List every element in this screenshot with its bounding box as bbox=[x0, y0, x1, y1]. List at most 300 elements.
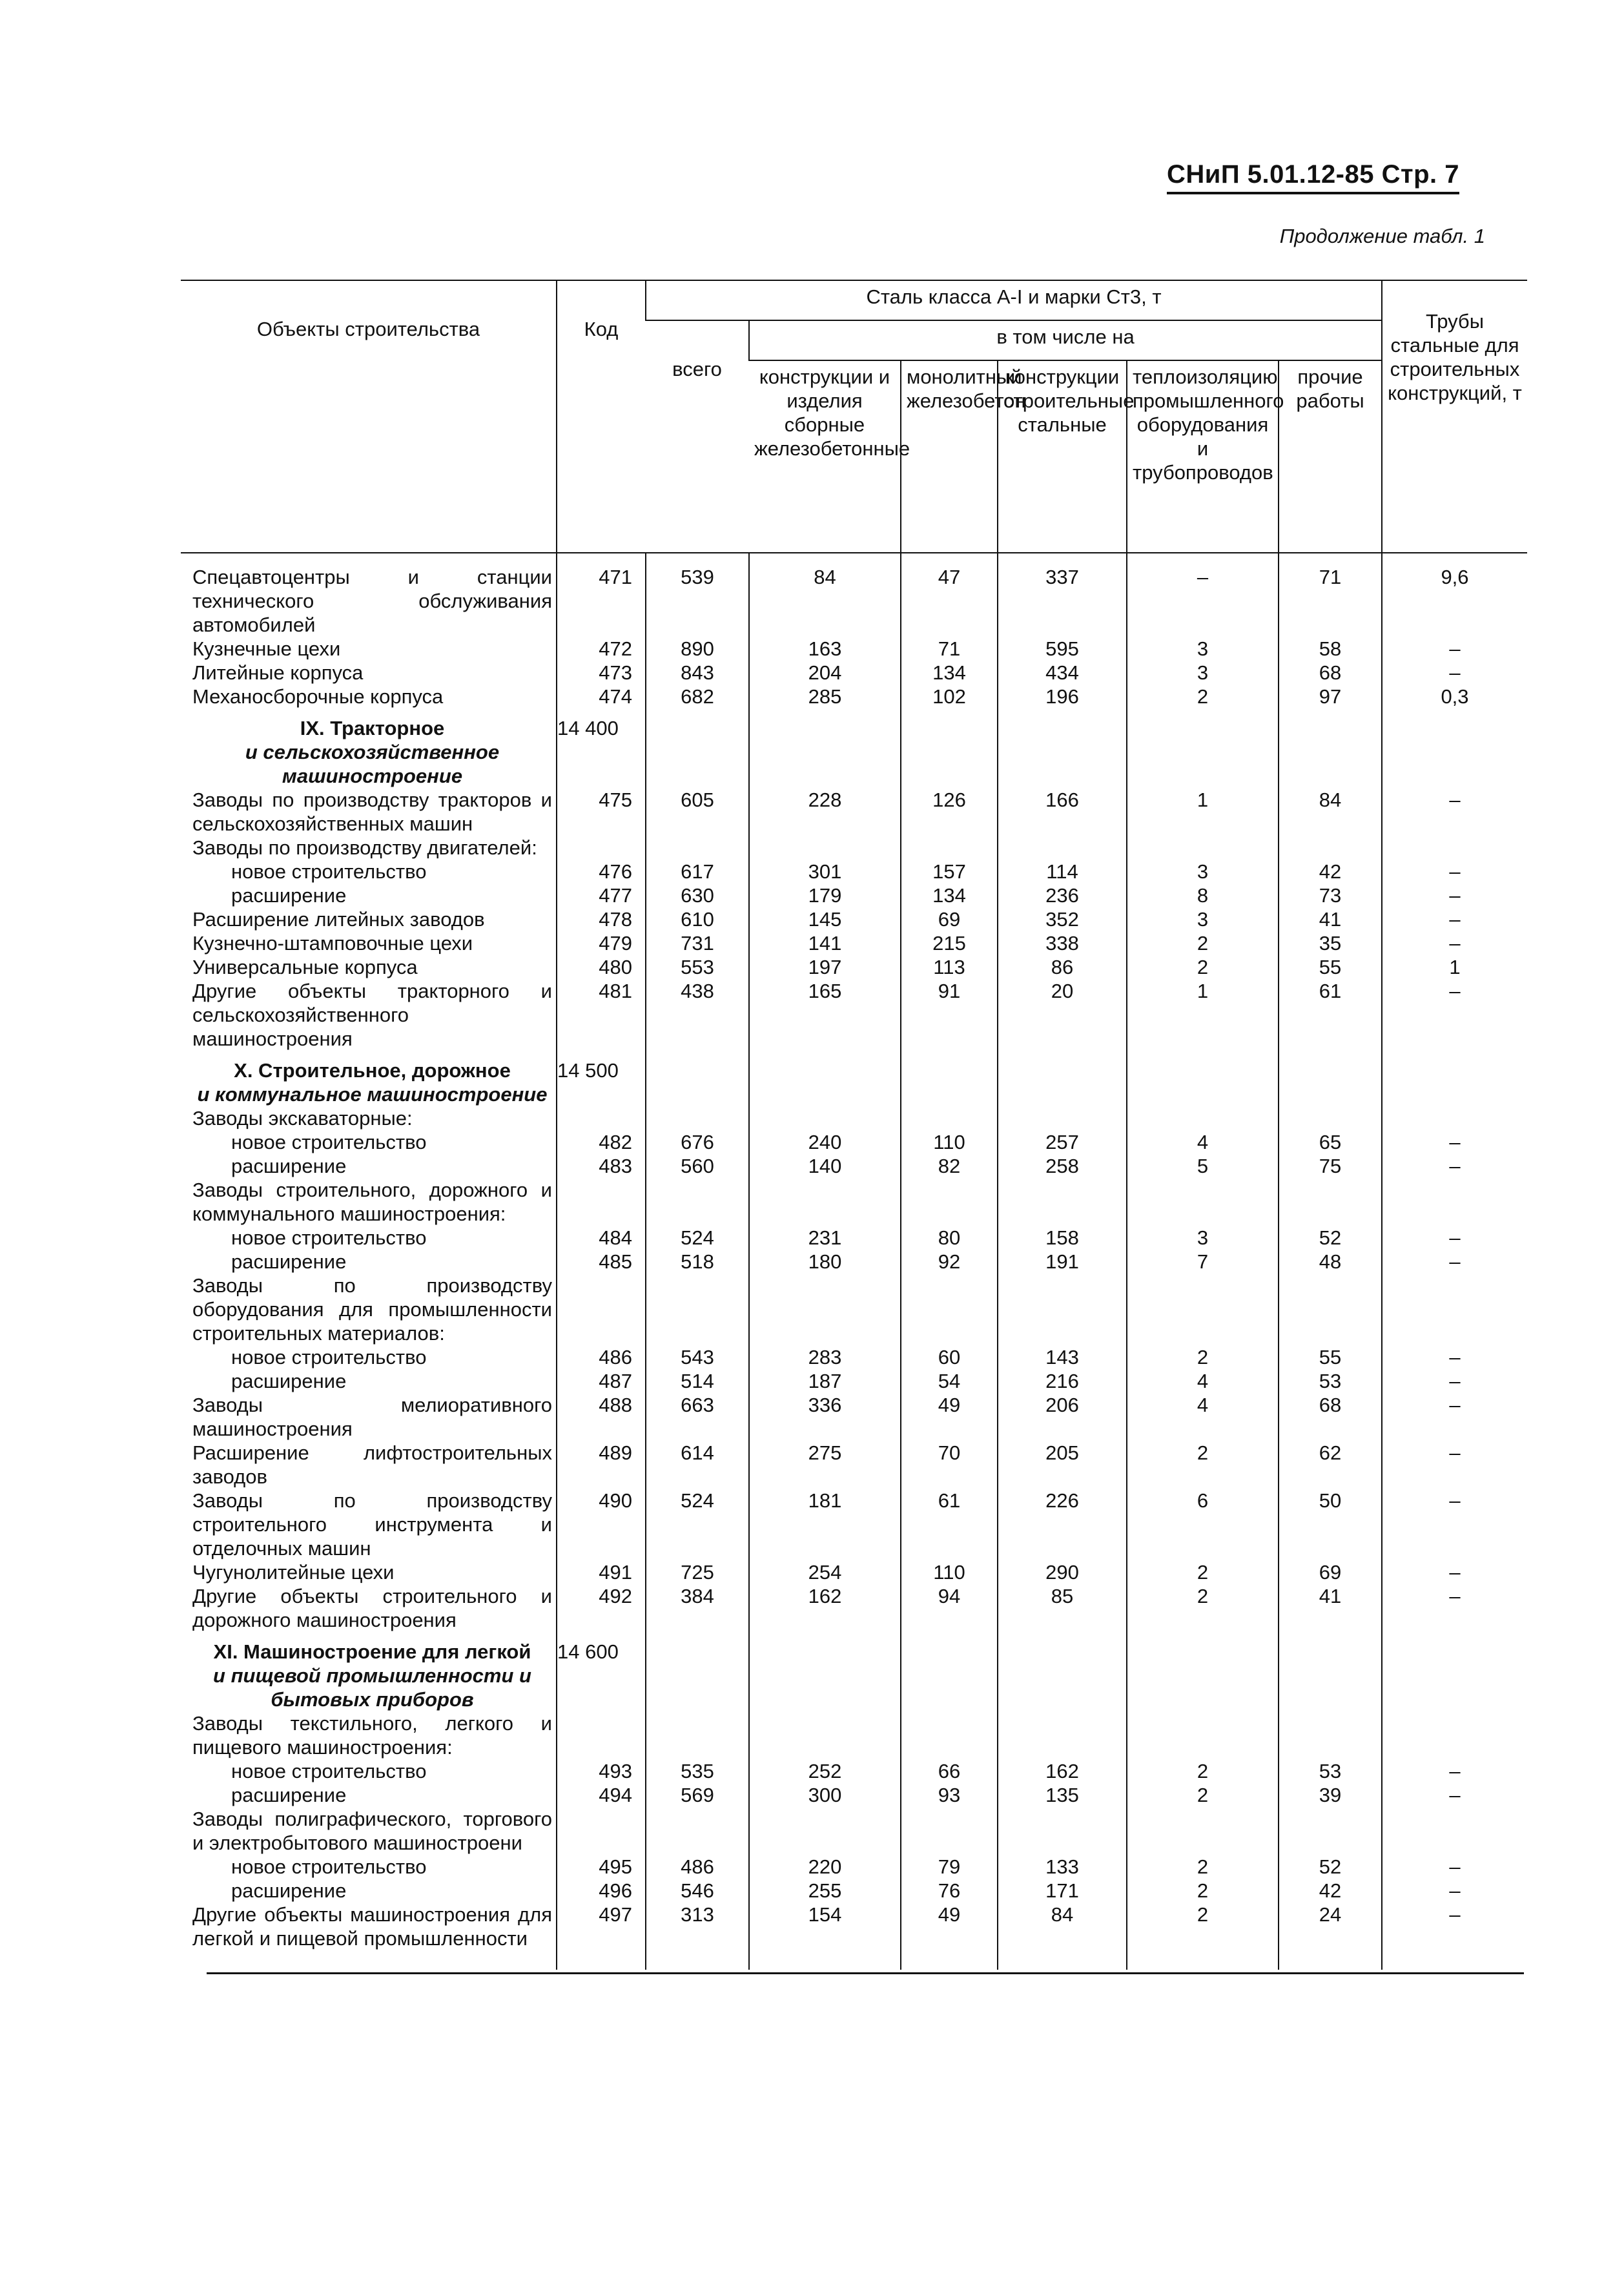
cell-steel-structures: 196 bbox=[998, 685, 1127, 708]
table-row bbox=[181, 883, 1527, 907]
cell-insulation: 4 bbox=[1127, 1369, 1279, 1393]
table-row bbox=[181, 836, 1527, 860]
cell-precast bbox=[749, 1106, 901, 1130]
cell-monolithic: 102 bbox=[901, 685, 998, 708]
table-row bbox=[181, 1584, 1527, 1632]
cell-steel-structures bbox=[998, 1106, 1127, 1130]
cell-monolithic: 94 bbox=[901, 1584, 998, 1632]
cell-precast: 231 bbox=[749, 1226, 901, 1250]
cell-total: 617 bbox=[646, 860, 749, 883]
cell-other: 68 bbox=[1279, 1393, 1382, 1441]
header-steel-structures: конструкции строительные стальные bbox=[998, 360, 1127, 553]
cell-steel-structures: 84 bbox=[998, 1903, 1127, 1970]
cell-precast: 162 bbox=[749, 1584, 901, 1632]
object-name: Заводы мелиоративного машиностроения bbox=[192, 1394, 552, 1440]
table-row bbox=[181, 1489, 1527, 1560]
object-code bbox=[557, 1274, 646, 1345]
cell-precast: 140 bbox=[749, 1154, 901, 1178]
object-name: Заводы экскаваторные: bbox=[192, 1107, 413, 1130]
object-code bbox=[557, 1807, 646, 1855]
cell-precast bbox=[749, 1274, 901, 1345]
cell-steel-structures bbox=[998, 1178, 1127, 1226]
cell-monolithic: 71 bbox=[901, 637, 998, 661]
object-name: расширение bbox=[231, 1784, 347, 1806]
cell-steel-structures: 257 bbox=[998, 1130, 1127, 1154]
table-row bbox=[181, 1711, 1527, 1759]
object-name: Кузнечно-штамповочные цехи bbox=[192, 932, 473, 955]
object-code: 476 bbox=[557, 860, 646, 883]
object-code: 14 400 bbox=[557, 708, 646, 788]
header-precast: конструкции и изделия сборные железобетонные bbox=[749, 360, 901, 553]
object-code: 491 bbox=[557, 1560, 646, 1584]
cell-monolithic bbox=[901, 836, 998, 860]
cell-monolithic bbox=[901, 1711, 998, 1759]
cell-monolithic: 126 bbox=[901, 788, 998, 836]
section-title bbox=[181, 1051, 557, 1106]
cell-total: 610 bbox=[646, 907, 749, 931]
cell-steel-structures bbox=[998, 1807, 1127, 1855]
object-name: Заводы полиграфического, торгового и электробытового машиностроени bbox=[192, 1808, 552, 1854]
cell-precast: 255 bbox=[749, 1879, 901, 1903]
cell-other bbox=[1279, 1106, 1382, 1130]
cell-total bbox=[646, 708, 749, 788]
section-number: IX. Тракторное bbox=[300, 717, 445, 739]
cell-pipes: – bbox=[1382, 1393, 1527, 1441]
object-name: Литейные корпуса bbox=[192, 661, 364, 684]
cell-steel-structures bbox=[998, 836, 1127, 860]
table-row bbox=[181, 1855, 1527, 1879]
object-code: 484 bbox=[557, 1226, 646, 1250]
table-row bbox=[181, 661, 1527, 685]
object-code: 495 bbox=[557, 1855, 646, 1879]
cell-total bbox=[646, 1632, 749, 1711]
cell-monolithic: 80 bbox=[901, 1226, 998, 1250]
cell-insulation: 4 bbox=[1127, 1393, 1279, 1441]
header-monolithic: монолитный железобетон bbox=[901, 360, 998, 553]
table-row bbox=[181, 1441, 1527, 1489]
cell-steel-structures: 166 bbox=[998, 788, 1127, 836]
cell-other: 41 bbox=[1279, 907, 1382, 931]
cell-other bbox=[1279, 1711, 1382, 1759]
cell-monolithic bbox=[901, 1632, 998, 1711]
cell-monolithic: 134 bbox=[901, 661, 998, 685]
cell-insulation: 3 bbox=[1127, 860, 1279, 883]
section-number: X. Строительное, дорожное bbox=[234, 1059, 511, 1082]
cell-steel-structures: 206 bbox=[998, 1393, 1127, 1441]
cell-pipes: – bbox=[1382, 661, 1527, 685]
cell-precast: 285 bbox=[749, 685, 901, 708]
cell-total: 518 bbox=[646, 1250, 749, 1274]
cell-steel-structures bbox=[998, 1051, 1127, 1106]
object-name: Чугунолитейные цехи bbox=[192, 1561, 395, 1584]
cell-total: 725 bbox=[646, 1560, 749, 1584]
section-row bbox=[181, 708, 1527, 788]
cell-monolithic: 157 bbox=[901, 860, 998, 883]
table-header bbox=[181, 280, 1527, 553]
cell-total: 843 bbox=[646, 661, 749, 685]
cell-insulation bbox=[1127, 1274, 1279, 1345]
object-code: 493 bbox=[557, 1759, 646, 1783]
materials-table-container bbox=[181, 280, 1527, 1970]
object-code bbox=[557, 1178, 646, 1226]
cell-other: 24 bbox=[1279, 1903, 1382, 1970]
cell-monolithic: 215 bbox=[901, 931, 998, 955]
table-row bbox=[181, 685, 1527, 708]
cell-monolithic: 79 bbox=[901, 1855, 998, 1879]
table-row bbox=[181, 1226, 1527, 1250]
cell-pipes bbox=[1382, 1711, 1527, 1759]
cell-precast: 84 bbox=[749, 553, 901, 637]
object-code: 481 bbox=[557, 979, 646, 1051]
table-row bbox=[181, 1369, 1527, 1393]
cell-other: 65 bbox=[1279, 1130, 1382, 1154]
object-code: 474 bbox=[557, 685, 646, 708]
cell-monolithic bbox=[901, 1178, 998, 1226]
cell-total: 614 bbox=[646, 1441, 749, 1489]
cell-steel-structures: 85 bbox=[998, 1584, 1127, 1632]
object-code: 14 600 bbox=[557, 1632, 646, 1711]
cell-precast: 275 bbox=[749, 1441, 901, 1489]
cell-other: 61 bbox=[1279, 979, 1382, 1051]
cell-other: 52 bbox=[1279, 1226, 1382, 1250]
cell-monolithic: 49 bbox=[901, 1903, 998, 1970]
cell-precast bbox=[749, 1632, 901, 1711]
cell-steel-structures: 133 bbox=[998, 1855, 1127, 1879]
cell-pipes: – bbox=[1382, 788, 1527, 836]
cell-total bbox=[646, 1807, 749, 1855]
cell-monolithic bbox=[901, 1274, 998, 1345]
cell-total: 731 bbox=[646, 931, 749, 955]
section-subtitle: и сельскохозяйственное машиностроение bbox=[245, 741, 500, 787]
cell-insulation: 2 bbox=[1127, 1855, 1279, 1879]
cell-pipes: – bbox=[1382, 1489, 1527, 1560]
table-continuation-label: Продолжение табл. 1 bbox=[1279, 225, 1485, 247]
object-code: 480 bbox=[557, 955, 646, 979]
cell-precast: 240 bbox=[749, 1130, 901, 1154]
cell-pipes: – bbox=[1382, 1130, 1527, 1154]
object-code bbox=[557, 1106, 646, 1130]
cell-other bbox=[1279, 708, 1382, 788]
object-code bbox=[557, 1711, 646, 1759]
cell-total bbox=[646, 1106, 749, 1130]
table-row bbox=[181, 860, 1527, 883]
cell-insulation: 2 bbox=[1127, 1759, 1279, 1783]
cell-monolithic: 92 bbox=[901, 1250, 998, 1274]
cell-pipes: – bbox=[1382, 1783, 1527, 1807]
section-title bbox=[181, 1632, 557, 1711]
cell-other: 97 bbox=[1279, 685, 1382, 708]
cell-other bbox=[1279, 836, 1382, 860]
cell-insulation: 3 bbox=[1127, 907, 1279, 931]
table-row bbox=[181, 788, 1527, 836]
cell-monolithic: 47 bbox=[901, 553, 998, 637]
cell-precast: 220 bbox=[749, 1855, 901, 1879]
section-subtitle: и пищевой промышленности и бытовых приборов bbox=[213, 1664, 531, 1711]
cell-insulation bbox=[1127, 1178, 1279, 1226]
object-name: Заводы строительного, дорожного и коммунального машиностроения: bbox=[192, 1179, 552, 1225]
cell-insulation: 2 bbox=[1127, 1903, 1279, 1970]
cell-other bbox=[1279, 1807, 1382, 1855]
cell-total: 384 bbox=[646, 1584, 749, 1632]
bottom-rule bbox=[207, 1972, 1524, 1974]
cell-other: 58 bbox=[1279, 637, 1382, 661]
cell-other: 52 bbox=[1279, 1855, 1382, 1879]
object-code: 488 bbox=[557, 1393, 646, 1441]
cell-pipes: – bbox=[1382, 1345, 1527, 1369]
cell-insulation: 2 bbox=[1127, 1345, 1279, 1369]
object-name: новое строительство bbox=[231, 1226, 427, 1249]
cell-pipes: – bbox=[1382, 860, 1527, 883]
cell-pipes: 0,3 bbox=[1382, 685, 1527, 708]
cell-insulation: 2 bbox=[1127, 1783, 1279, 1807]
cell-insulation: 2 bbox=[1127, 931, 1279, 955]
cell-precast: 179 bbox=[749, 883, 901, 907]
cell-insulation: 1 bbox=[1127, 788, 1279, 836]
cell-insulation: 8 bbox=[1127, 883, 1279, 907]
object-code: 490 bbox=[557, 1489, 646, 1560]
cell-pipes: – bbox=[1382, 1441, 1527, 1489]
section-row bbox=[181, 1632, 1527, 1711]
table-row bbox=[181, 1106, 1527, 1130]
cell-insulation: 2 bbox=[1127, 955, 1279, 979]
cell-insulation bbox=[1127, 836, 1279, 860]
cell-pipes: – bbox=[1382, 979, 1527, 1051]
cell-pipes bbox=[1382, 708, 1527, 788]
cell-precast: 336 bbox=[749, 1393, 901, 1441]
object-name: расширение bbox=[231, 1250, 347, 1273]
cell-total bbox=[646, 1051, 749, 1106]
header-including: в том числе на bbox=[749, 320, 1382, 360]
cell-other: 62 bbox=[1279, 1441, 1382, 1489]
cell-steel-structures: 143 bbox=[998, 1345, 1127, 1369]
cell-insulation: 7 bbox=[1127, 1250, 1279, 1274]
object-name: новое строительство bbox=[231, 860, 427, 883]
cell-pipes: – bbox=[1382, 1250, 1527, 1274]
cell-precast bbox=[749, 1178, 901, 1226]
cell-monolithic: 54 bbox=[901, 1369, 998, 1393]
object-name: новое строительство bbox=[231, 1760, 427, 1782]
cell-monolithic: 70 bbox=[901, 1441, 998, 1489]
cell-other: 48 bbox=[1279, 1250, 1382, 1274]
cell-precast: 228 bbox=[749, 788, 901, 836]
cell-monolithic: 76 bbox=[901, 1879, 998, 1903]
cell-monolithic bbox=[901, 1106, 998, 1130]
cell-precast: 163 bbox=[749, 637, 901, 661]
cell-steel-structures: 162 bbox=[998, 1759, 1127, 1783]
cell-total: 663 bbox=[646, 1393, 749, 1441]
cell-total: 605 bbox=[646, 788, 749, 836]
cell-total: 560 bbox=[646, 1154, 749, 1178]
table-row bbox=[181, 979, 1527, 1051]
cell-total: 630 bbox=[646, 883, 749, 907]
document-reference: СНиП 5.01.12-85 Стр. 7 bbox=[1167, 160, 1459, 194]
object-name: Заводы по производству двигателей: bbox=[192, 836, 537, 859]
object-name: новое строительство bbox=[231, 1855, 427, 1878]
cell-pipes: – bbox=[1382, 1369, 1527, 1393]
section-row bbox=[181, 1051, 1527, 1106]
cell-monolithic: 110 bbox=[901, 1560, 998, 1584]
object-code: 479 bbox=[557, 931, 646, 955]
cell-precast: 181 bbox=[749, 1489, 901, 1560]
cell-other: 68 bbox=[1279, 661, 1382, 685]
cell-insulation: 1 bbox=[1127, 979, 1279, 1051]
object-name: Расширение литейных заводов bbox=[192, 908, 485, 931]
object-code: 489 bbox=[557, 1441, 646, 1489]
table-row bbox=[181, 1807, 1527, 1855]
cell-other: 55 bbox=[1279, 955, 1382, 979]
cell-insulation: – bbox=[1127, 553, 1279, 637]
object-code: 482 bbox=[557, 1130, 646, 1154]
header-objects: Объекты строительства bbox=[181, 280, 557, 553]
cell-other bbox=[1279, 1178, 1382, 1226]
cell-steel-structures bbox=[998, 1632, 1127, 1711]
header-other: прочие работы bbox=[1279, 360, 1382, 553]
cell-insulation bbox=[1127, 1051, 1279, 1106]
cell-other: 41 bbox=[1279, 1584, 1382, 1632]
cell-steel-structures: 114 bbox=[998, 860, 1127, 883]
cell-monolithic: 69 bbox=[901, 907, 998, 931]
cell-precast: 254 bbox=[749, 1560, 901, 1584]
cell-insulation: 3 bbox=[1127, 661, 1279, 685]
section-number: XI. Машиностроение для легкой bbox=[213, 1640, 531, 1663]
object-name: Механосборочные корпуса bbox=[192, 685, 444, 708]
object-name: Расширение лифтостроительных заводов bbox=[192, 1441, 552, 1488]
cell-steel-structures: 171 bbox=[998, 1879, 1127, 1903]
cell-steel-structures: 135 bbox=[998, 1783, 1127, 1807]
object-code: 483 bbox=[557, 1154, 646, 1178]
cell-total: 682 bbox=[646, 685, 749, 708]
object-name: новое строительство bbox=[231, 1131, 427, 1153]
cell-insulation: 3 bbox=[1127, 1226, 1279, 1250]
table-row bbox=[181, 1903, 1527, 1970]
object-name: расширение bbox=[231, 1370, 347, 1392]
section-subtitle: и коммунальное машиностроение bbox=[197, 1083, 548, 1106]
cell-monolithic: 110 bbox=[901, 1130, 998, 1154]
cell-total: 438 bbox=[646, 979, 749, 1051]
cell-total bbox=[646, 1178, 749, 1226]
object-name: расширение bbox=[231, 1879, 347, 1902]
object-code: 14 500 bbox=[557, 1051, 646, 1106]
cell-total bbox=[646, 1711, 749, 1759]
cell-monolithic: 49 bbox=[901, 1393, 998, 1441]
cell-monolithic bbox=[901, 708, 998, 788]
cell-insulation: 3 bbox=[1127, 637, 1279, 661]
cell-total: 890 bbox=[646, 637, 749, 661]
cell-pipes: – bbox=[1382, 907, 1527, 931]
object-name: новое строительство bbox=[231, 1346, 427, 1368]
header-total: всего bbox=[646, 320, 749, 553]
cell-pipes: – bbox=[1382, 1855, 1527, 1879]
cell-pipes bbox=[1382, 1274, 1527, 1345]
cell-insulation bbox=[1127, 1632, 1279, 1711]
object-code: 472 bbox=[557, 637, 646, 661]
cell-total: 543 bbox=[646, 1345, 749, 1369]
cell-pipes bbox=[1382, 1178, 1527, 1226]
object-name: Заводы по производству строительного инструмента и отделочных машин bbox=[192, 1489, 552, 1560]
cell-steel-structures bbox=[998, 708, 1127, 788]
object-name: Кузнечные цехи bbox=[192, 637, 341, 660]
cell-insulation: 2 bbox=[1127, 685, 1279, 708]
cell-other: 50 bbox=[1279, 1489, 1382, 1560]
table-row bbox=[181, 1274, 1527, 1345]
cell-other: 53 bbox=[1279, 1759, 1382, 1783]
cell-precast: 300 bbox=[749, 1783, 901, 1807]
table-row bbox=[181, 1178, 1527, 1226]
header-pipes: Трубы стальные для строительных конструкций, т bbox=[1382, 280, 1527, 553]
cell-precast: 283 bbox=[749, 1345, 901, 1369]
cell-pipes bbox=[1382, 1807, 1527, 1855]
cell-precast: 180 bbox=[749, 1250, 901, 1274]
cell-total: 546 bbox=[646, 1879, 749, 1903]
cell-total: 569 bbox=[646, 1783, 749, 1807]
cell-monolithic: 113 bbox=[901, 955, 998, 979]
table-row bbox=[181, 931, 1527, 955]
cell-pipes: 1 bbox=[1382, 955, 1527, 979]
cell-precast: 252 bbox=[749, 1759, 901, 1783]
cell-precast: 145 bbox=[749, 907, 901, 931]
cell-total: 514 bbox=[646, 1369, 749, 1393]
object-code: 477 bbox=[557, 883, 646, 907]
object-name: Заводы по производству оборудования для промышленности строительных материалов: bbox=[192, 1274, 552, 1345]
steel-consumption-table bbox=[181, 280, 1527, 1970]
cell-other bbox=[1279, 1274, 1382, 1345]
cell-insulation: 2 bbox=[1127, 1560, 1279, 1584]
cell-precast: 187 bbox=[749, 1369, 901, 1393]
cell-monolithic: 82 bbox=[901, 1154, 998, 1178]
cell-other: 42 bbox=[1279, 860, 1382, 883]
cell-insulation bbox=[1127, 1711, 1279, 1759]
cell-steel-structures bbox=[998, 1274, 1127, 1345]
cell-precast: 197 bbox=[749, 955, 901, 979]
cell-insulation bbox=[1127, 1106, 1279, 1130]
cell-steel-structures: 352 bbox=[998, 907, 1127, 931]
cell-steel-structures: 158 bbox=[998, 1226, 1127, 1250]
cell-precast: 154 bbox=[749, 1903, 901, 1970]
object-code: 494 bbox=[557, 1783, 646, 1807]
cell-pipes: – bbox=[1382, 1560, 1527, 1584]
cell-precast bbox=[749, 836, 901, 860]
cell-insulation: 2 bbox=[1127, 1441, 1279, 1489]
object-name: Другие объекты тракторного и сельскохозяйственного машиностроения bbox=[192, 980, 552, 1050]
cell-other bbox=[1279, 1632, 1382, 1711]
cell-precast: 165 bbox=[749, 979, 901, 1051]
cell-insulation: 2 bbox=[1127, 1879, 1279, 1903]
cell-other: 75 bbox=[1279, 1154, 1382, 1178]
cell-insulation: 2 bbox=[1127, 1584, 1279, 1632]
cell-other: 42 bbox=[1279, 1879, 1382, 1903]
cell-steel-structures: 205 bbox=[998, 1441, 1127, 1489]
table-row bbox=[181, 1250, 1527, 1274]
table-row bbox=[181, 1783, 1527, 1807]
table-row bbox=[181, 1130, 1527, 1154]
cell-monolithic: 61 bbox=[901, 1489, 998, 1560]
cell-monolithic: 134 bbox=[901, 883, 998, 907]
cell-insulation bbox=[1127, 1807, 1279, 1855]
object-name: расширение bbox=[231, 1155, 347, 1177]
cell-pipes bbox=[1382, 1106, 1527, 1130]
cell-precast bbox=[749, 1711, 901, 1759]
object-name: Заводы текстильного, легкого и пищевого машиностроения: bbox=[192, 1712, 552, 1759]
table-row bbox=[181, 907, 1527, 931]
cell-pipes: – bbox=[1382, 1903, 1527, 1970]
cell-steel-structures: 191 bbox=[998, 1250, 1127, 1274]
cell-monolithic: 60 bbox=[901, 1345, 998, 1369]
cell-steel-structures: 236 bbox=[998, 883, 1127, 907]
object-code bbox=[557, 836, 646, 860]
cell-monolithic bbox=[901, 1807, 998, 1855]
cell-pipes: – bbox=[1382, 1879, 1527, 1903]
object-code: 478 bbox=[557, 907, 646, 931]
